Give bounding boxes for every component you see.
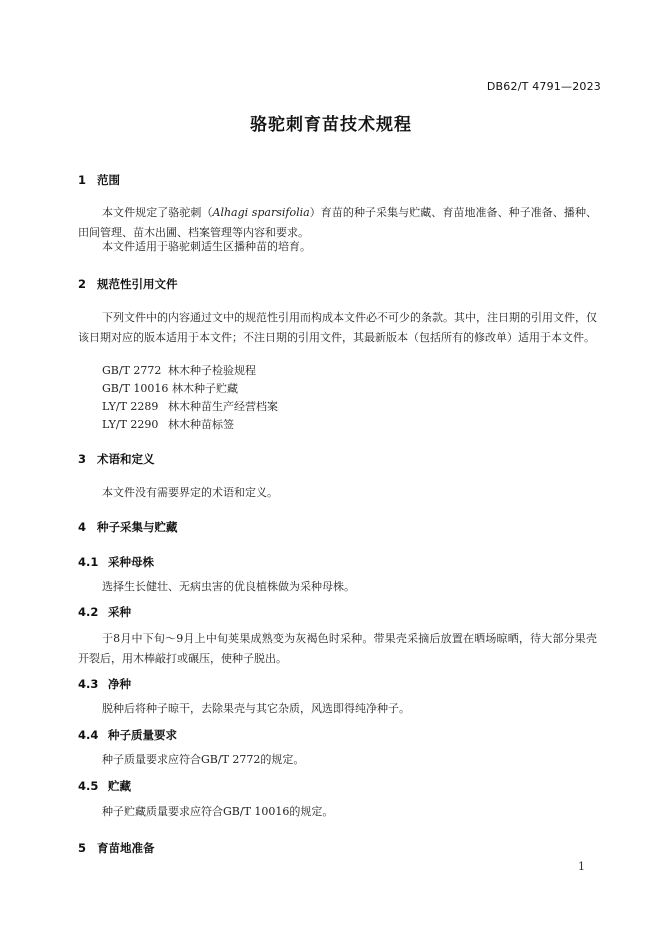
subsection-title: 净种 — [108, 677, 131, 691]
reference-code: LY/T 2289 — [102, 400, 159, 413]
text-part: ）育苗的种子采集与贮藏、育苗地准备、种子准备、播种、田间管理、苗木出圃、档案管理等内容和要求。 — [78, 206, 598, 239]
section-4-heading — [78, 519, 178, 535]
subsection-4-2-heading — [78, 604, 131, 620]
section-3-paragraph-1: 本文件没有需要界定的术语和定义。 — [102, 486, 278, 499]
subsection-number: 4.5 — [78, 779, 99, 793]
subsection-number: 4.4 — [78, 728, 99, 742]
section-3-heading — [78, 451, 155, 467]
section-title: 范围 — [97, 173, 120, 187]
section-2-paragraph-1: 下列文件中的内容通过文中的规范性引用而构成本文件必不可少的条款。其中，注日期的引用文件，仅该日期对应的版本适用于本文件；不注日期的引用文件，其最新版本（包括所有的修改单）适用于本文件。 — [78, 311, 597, 344]
standard-code: DB62/T 4791—2023 — [486, 80, 601, 93]
subsection-title: 种子质量要求 — [108, 728, 177, 742]
subsection-4-5-text: 种子贮藏质量要求应符合GB/T 10016的规定。 — [102, 805, 334, 818]
reference-code: GB/T 2772 — [102, 364, 162, 377]
subsection-4-5-heading — [78, 778, 131, 794]
section-number: 3 — [78, 452, 87, 466]
section-number: 1 — [78, 173, 87, 187]
subsection-4-1-text: 选择生长健壮、无病虫害的优良植株做为采种母株。 — [102, 580, 355, 593]
subsection-4-1-heading — [78, 554, 154, 570]
text-part: 本文件规定了骆驼刺（ — [102, 206, 213, 219]
section-number: 5 — [78, 841, 87, 855]
page-number: 1 — [578, 860, 585, 873]
subsection-number: 4.3 — [78, 677, 99, 691]
section-5-heading — [78, 840, 155, 856]
subsection-title: 贮藏 — [108, 779, 131, 793]
subsection-title: 采种母株 — [108, 555, 154, 569]
reference-code: LY/T 2290 — [102, 418, 159, 431]
section-title: 规范性引用文件 — [97, 277, 178, 291]
reference-name: 林木种子贮藏 — [172, 382, 238, 395]
subsection-title: 采种 — [108, 605, 131, 619]
reference-item — [102, 416, 234, 434]
section-title: 种子采集与贮藏 — [97, 520, 178, 534]
reference-name: 林木种苗生产经营档案 — [168, 400, 278, 413]
subsection-number: 4.1 — [78, 555, 99, 569]
subsection-4-3-text: 脱种后将种子晾干，去除果壳与其它杂质，风选即得纯净种子。 — [102, 702, 410, 715]
subsection-4-4-heading — [78, 727, 177, 743]
subsection-4-3-heading — [78, 676, 131, 692]
latin-name: Alhagi sparsifolia — [212, 206, 310, 219]
section-number: 4 — [78, 520, 87, 534]
section-2-heading — [78, 276, 178, 292]
reference-name: 林木种子检验规程 — [168, 364, 256, 377]
reference-item — [102, 362, 256, 380]
subsection-4-4-text: 种子质量要求应符合GB/T 2772的规定。 — [102, 753, 305, 766]
section-number: 2 — [78, 277, 87, 291]
reference-name: 林木种苗标签 — [168, 418, 234, 431]
subsection-number: 4.2 — [78, 605, 99, 619]
reference-code: GB/T 10016 — [102, 382, 169, 395]
document-title: 骆驼刺育苗技术规程 — [250, 115, 412, 135]
subsection-4-2-text: 于8月中下旬～9月上中旬荚果成熟变为灰褐色时采种。带果壳采摘后放置在晒场晾晒，待大部分果壳开裂后，用木棒敲打或碾压，使种子脱出。 — [78, 632, 597, 665]
section-title: 术语和定义 — [97, 452, 155, 466]
reference-item — [102, 380, 238, 398]
section-1-heading — [78, 172, 120, 188]
reference-item — [102, 398, 278, 416]
section-title: 育苗地准备 — [97, 841, 155, 855]
section-1-paragraph-2: 本文件适用于骆驼刺适生区播种苗的培育。 — [102, 240, 311, 253]
